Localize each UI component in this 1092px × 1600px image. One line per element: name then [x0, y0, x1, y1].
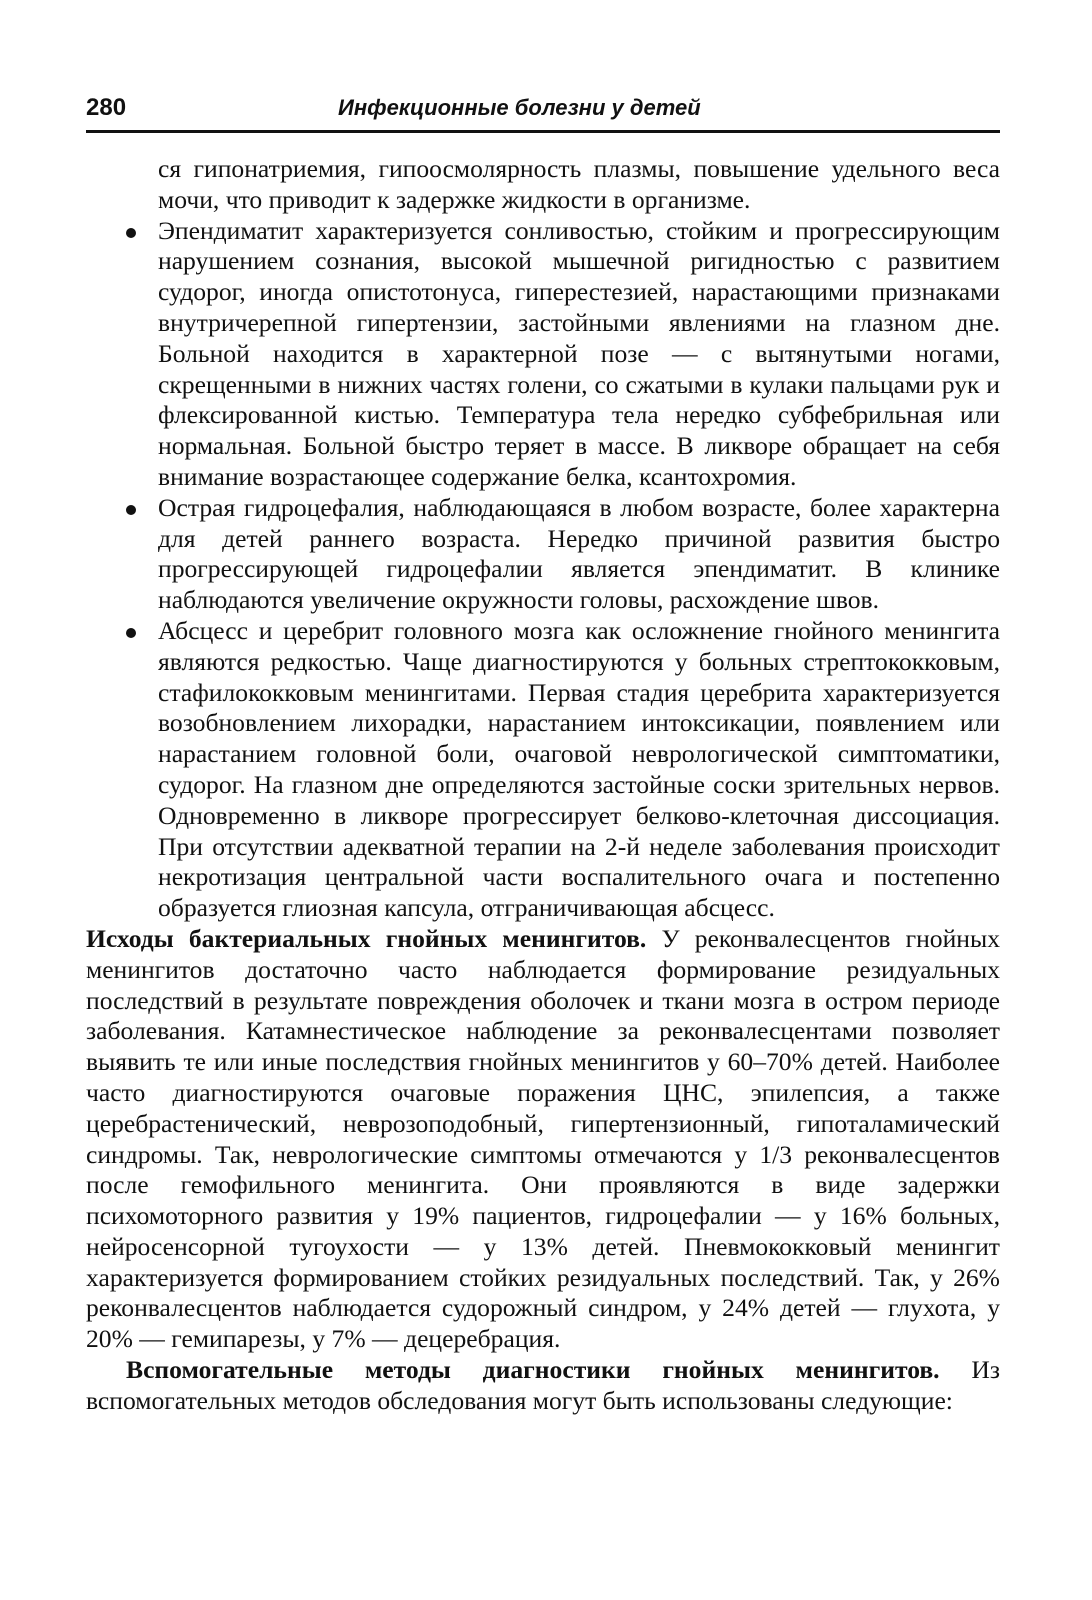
bullet-text: Острая гидроцефалия, наблюдающаяся в любом возрасте, более характерна для детей раннего возраста. Нередко причиной развития быстро прогрессирующей гидроцефалии является эпендиматит. В клинике наблюдаются увеличение окружности головы, расхождение швов.	[158, 492, 1000, 615]
bullet-text: Эпендиматит характеризуется сонливостью, стойким и прогрессирующим нарушением сознания, высокой мышечной ригидностью с развитием судорог, иногда опистотонуса, гиперестезией, нарастающими признаками внутричерепной гипертензии, застойными явлениями на глазном дне. Больной находится в характерной позе — с вытянутыми ногами, скрещенными в нижних частях голени, со сжатыми в кулаки пальцами рук и флексированной кистью. Температура тела нередко субфебрильная или нормальная. Больной быстро теряет в массе. В ликворе обращает на себя внимание возрастающее содержание белка, ксантохромия.	[158, 215, 1000, 491]
auxiliary-methods-text: Из вспомогательных методов обследования могут быть использованы следующие:	[86, 1355, 1000, 1415]
page-body	[86, 154, 1000, 1417]
bullet-item-ependymatitis	[86, 216, 1000, 493]
auxiliary-methods-heading: Вспомогательные методы диагностики гнойных менингитов.	[126, 1355, 940, 1385]
bullet-icon	[126, 228, 136, 238]
bullet-icon	[126, 505, 136, 515]
auxiliary-methods-paragraph	[86, 1355, 1000, 1417]
page-header	[86, 94, 1000, 133]
bullet-list	[86, 216, 1000, 924]
bullet-item-hydrocephalus	[86, 493, 1000, 616]
bullet-text: Абсцесс и церебрит головного мозга как осложнение гнойного менингита являются редкостью. Чаще диагностируются у больных стрептококковым, стафилококковым менингитами. Первая стадия церебрита характеризуется возобновлением лихорадки, нарастанием интоксикации, появлением или нарастанием головной боли, очаговой неврологической симптоматики, судорог. На глазном дне определяются застойные соски зрительных нервов. Одновременно в ликворе прогрессирует белково-клеточная диссоциация. При отсутствии адекватной терапии на 2-й неделе заболевания происходит некротизация центральной части воспалительного очага и постепенно образуется глиозная капсула, отграничивающая абсцесс.	[158, 615, 1000, 923]
outcomes-heading: Исходы бактериальных гнойных менингитов.	[86, 923, 647, 953]
outcomes-paragraph	[86, 924, 1000, 1355]
continuation-paragraph: ся гипонатриемия, гипоосмолярность плазмы, повышение удельного веса мочи, что приводит к задержке жидкости в организме.	[158, 154, 1000, 214]
bullet-item-abscess	[86, 616, 1000, 924]
bullet-icon	[126, 628, 136, 638]
page-number: 280	[86, 94, 127, 121]
outcomes-text: У реконвалесцентов гнойных менингитов достаточно часто наблюдается формирование резидуальных последствий в результате повреждения оболочек и ткани мозга в остром периоде заболевания. Катамнестическое наблюдение за реконвалесцентами позволяет выявить те или иные последствия гнойных менингитов у 60–70% детей. Наиболее часто диагностируются очаговые поражения ЦНС, эпилепсия, а также церебрастенический, неврозоподобный, гипертензионный, гипоталамический синдромы. Так, неврологические симптомы отмечаются у 1/3 реконвалесцентов после гемофильного менингита. Они проявляются в виде задержки психомоторного развития у 19% пациентов, гидроцефалии — у 16% больных, нейросенсорной тугоухости — у 13% детей. Пневмококковый менингит характеризуется формированием стойких резидуальных последствий. Так, у 26% реконвалесцентов наблюдается судорожный синдром, у 24% детей — глухота, у 20% — гемипарезы, у 7% — децеребрация.	[86, 923, 1000, 1354]
running-title: Инфекционные болезни у детей	[338, 95, 701, 120]
